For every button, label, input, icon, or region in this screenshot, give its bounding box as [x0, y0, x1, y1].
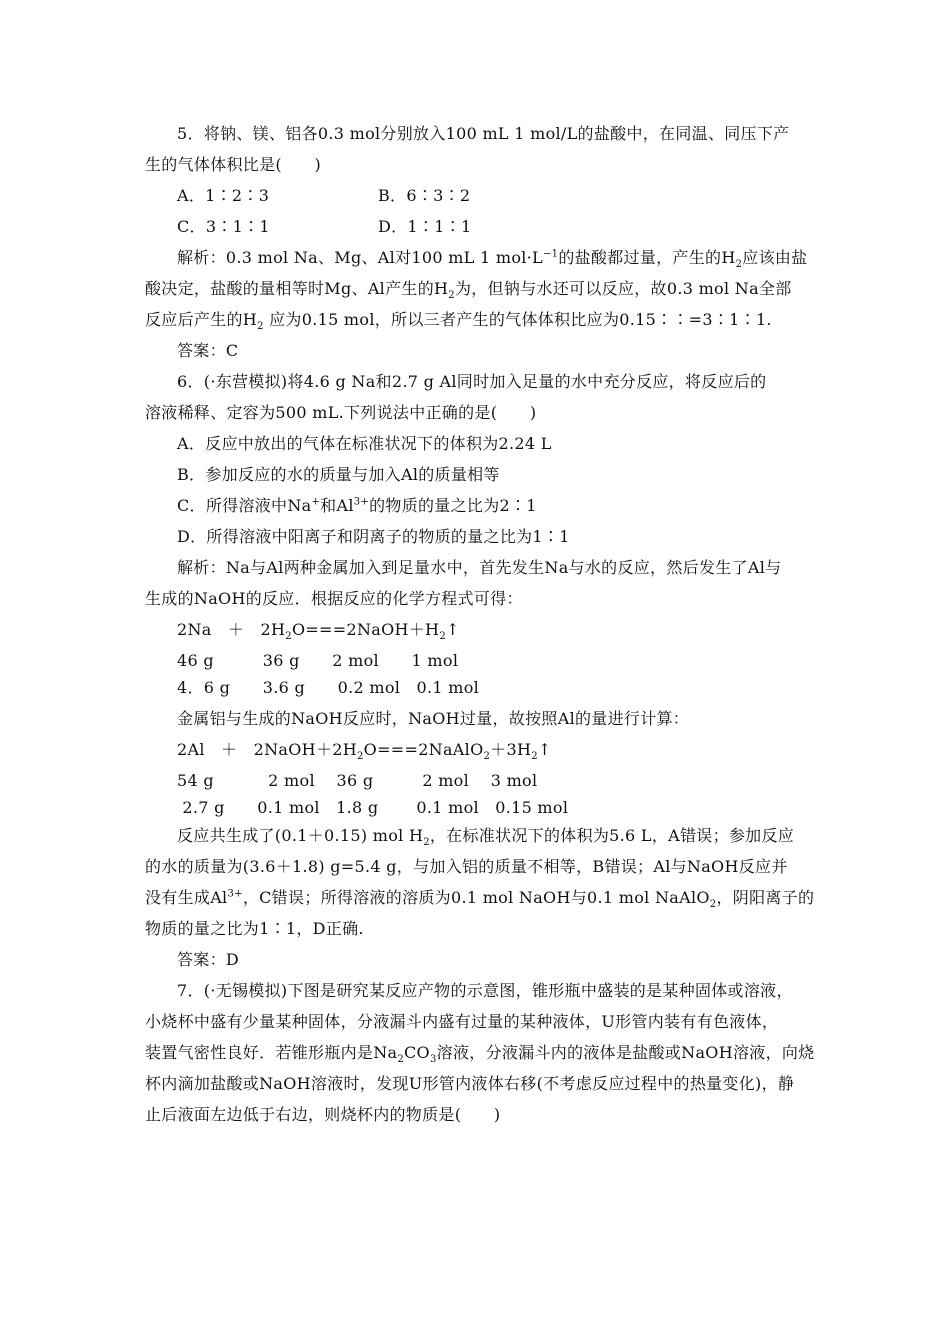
text-run: 和Al	[320, 496, 354, 515]
text-run: 溶液，分液漏斗内的液体是盐酸或NaOH溶液，向烧	[436, 1043, 815, 1062]
text-run: 反应共生成了(0.1＋0.15) mol H	[177, 826, 424, 845]
q6-option-c	[177, 496, 537, 516]
text-run: CO	[404, 1043, 430, 1062]
text-run: ↑	[537, 740, 552, 759]
q6-analysis-line-1: 解析：Na与Al两种金属加入到足量水中，首先发生Na与水的反应，然后发生了Al与	[177, 558, 782, 577]
q6-analysis-mid: 金属铝与生成的NaOH反应时，NaOH过量，故按照Al的量进行计算：	[177, 709, 690, 728]
q5-option-c: C．3∶1∶1	[177, 217, 270, 236]
q6-conclusion-line-3	[145, 888, 815, 911]
q5-stem-line-1: 5．将钠、镁、铝各0.3 mol分别放入100 mL 1 mol/L的盐酸中，在同温、同压下产	[177, 124, 790, 143]
subscript: 2	[356, 751, 364, 763]
q6-option-d: D．所得溶液中阳离子和阴离子的物质的量之比为1∶1	[177, 527, 570, 546]
text-run: 装置气密性良好．若锥形瓶内是Na	[145, 1043, 398, 1062]
subscript: 2	[257, 321, 264, 333]
text-run: ，在标准状况下的体积为5.6 L，A错误；参加反应	[429, 826, 795, 845]
text-run: 的物质的量之比为2∶1	[369, 496, 537, 515]
subscript: 2	[483, 751, 491, 763]
text-run: C．所得溶液中Na	[177, 496, 312, 515]
q5-stem-line-2: 生的气体体积比是( )	[145, 155, 322, 174]
superscript: −1	[542, 248, 559, 260]
q5-option-a: A．1∶2∶3	[177, 186, 270, 205]
text-run: 应为0.15 mol，所以三者产生的气体体积比应为0.15∶∶=3∶1∶1.	[263, 310, 772, 329]
text-run: 的盐酸都过量，产生的H	[558, 248, 736, 267]
q6-conclusion-line-1	[177, 826, 795, 849]
q6-option-b: B．参加反应的水的质量与加入Al的质量相等	[177, 465, 500, 484]
q7-stem-line-4: 杯内滴加盐酸或NaOH溶液时，发现U形管内液体右移(不考虑反应过程中的热量变化)，静	[145, 1074, 795, 1093]
subscript: 2	[709, 899, 717, 911]
superscript: +	[311, 496, 321, 508]
q5-option-d: D．1∶1∶1	[378, 217, 472, 236]
text-run: ↑	[446, 620, 460, 639]
text-run: O===2NaAlO	[363, 740, 484, 759]
superscript: 3+	[353, 496, 370, 508]
text-run: 2Na ＋ 2H	[177, 620, 286, 639]
q6-equation-1-masses: 46 g 36 g 2 mol 1 mol	[177, 651, 459, 670]
q6-conclusion-line-4: 物质的量之比为1∶1，D正确.	[145, 919, 364, 938]
q7-stem-line-1: 7．(·无锡模拟)下图是研究某反应产物的示意图，锥形瓶中盛装的是某种固体或溶液，	[177, 981, 793, 1000]
text-run: 2Al ＋ 2NaOH＋2H	[177, 740, 357, 759]
q7-stem-line-3	[145, 1043, 815, 1066]
q5-analysis-line-3	[145, 310, 772, 333]
subscript: 2	[448, 290, 455, 302]
subscript: 3	[429, 1054, 437, 1066]
text-run: 酸决定，盐酸的量相等时Mg、Al产生的H	[145, 279, 449, 298]
superscript: 3+	[227, 888, 243, 900]
text-run: 没有生成Al	[145, 888, 228, 907]
q6-equation-1	[177, 620, 460, 643]
q6-equation-2-masses: 54 g 2 mol 36 g 2 mol 3 mol	[177, 771, 538, 790]
subscript: 2	[285, 631, 292, 643]
q6-option-a: A．反应中放出的气体在标准状况下的体积为2.24 L	[177, 434, 552, 453]
q5-answer: 答案：C	[177, 341, 239, 360]
q5-analysis-line-1	[177, 248, 808, 271]
text-run: 应该由盐	[742, 248, 808, 267]
text-run: ，阴阳离子的	[716, 888, 815, 907]
q6-answer: 答案：D	[177, 950, 240, 969]
q6-equation-2	[177, 740, 552, 763]
text-run: ＋3H	[490, 740, 532, 759]
subscript: 2	[735, 259, 743, 271]
q6-stem-line-2: 溶液稀释、定容为500 mL.下列说法中正确的是( )	[145, 403, 537, 422]
q5-analysis-line-2	[145, 279, 792, 302]
text-run: 反应后产生的H	[145, 310, 258, 329]
subscript: 2	[439, 631, 446, 643]
q6-equation-1-amounts: 4．6 g 3.6 g 0.2 mol 0.1 mol	[177, 678, 480, 697]
subscript: 2	[397, 1054, 405, 1066]
subscript: 2	[423, 837, 430, 849]
q6-equation-2-amounts: 2.7 g 0.1 mol 1.8 g 0.1 mol 0.15 mol	[177, 798, 569, 817]
text-run: 解析：0.3 mol Na、Mg、Al对100 mL 1 mol·L	[177, 248, 543, 267]
q7-stem-line-2: 小烧杯中盛有少量某种固体，分液漏斗内盛有过量的某种液体，U形管内装有有色液体，	[145, 1012, 779, 1031]
text-run: O===2NaOH＋H	[291, 620, 440, 639]
text-run: 为，但钠与水还可以反应，故0.3 mol Na全部	[454, 279, 792, 298]
q5-option-b: B．6∶3∶2	[378, 186, 471, 205]
q6-analysis-line-2: 生成的NaOH的反应．根据反应的化学方程式可得：	[145, 589, 523, 608]
q6-conclusion-line-2: 的水的质量为(3.6＋1.8) g=5.4 g，与加入铝的质量不相等，B错误；Al与NaOH反应并	[145, 857, 788, 876]
q7-stem-line-5: 止后液面左边低于右边，则烧杯内的物质是( )	[145, 1105, 501, 1124]
q6-stem-line-1: 6．(·东营模拟)将4.6 g Na和2.7 g Al同时加入足量的水中充分反应，将反应后的	[177, 372, 767, 391]
subscript: 2	[531, 751, 538, 763]
text-run: ，C错误；所得溶液的溶质为0.1 mol NaOH与0.1 mol NaAlO	[242, 888, 710, 907]
